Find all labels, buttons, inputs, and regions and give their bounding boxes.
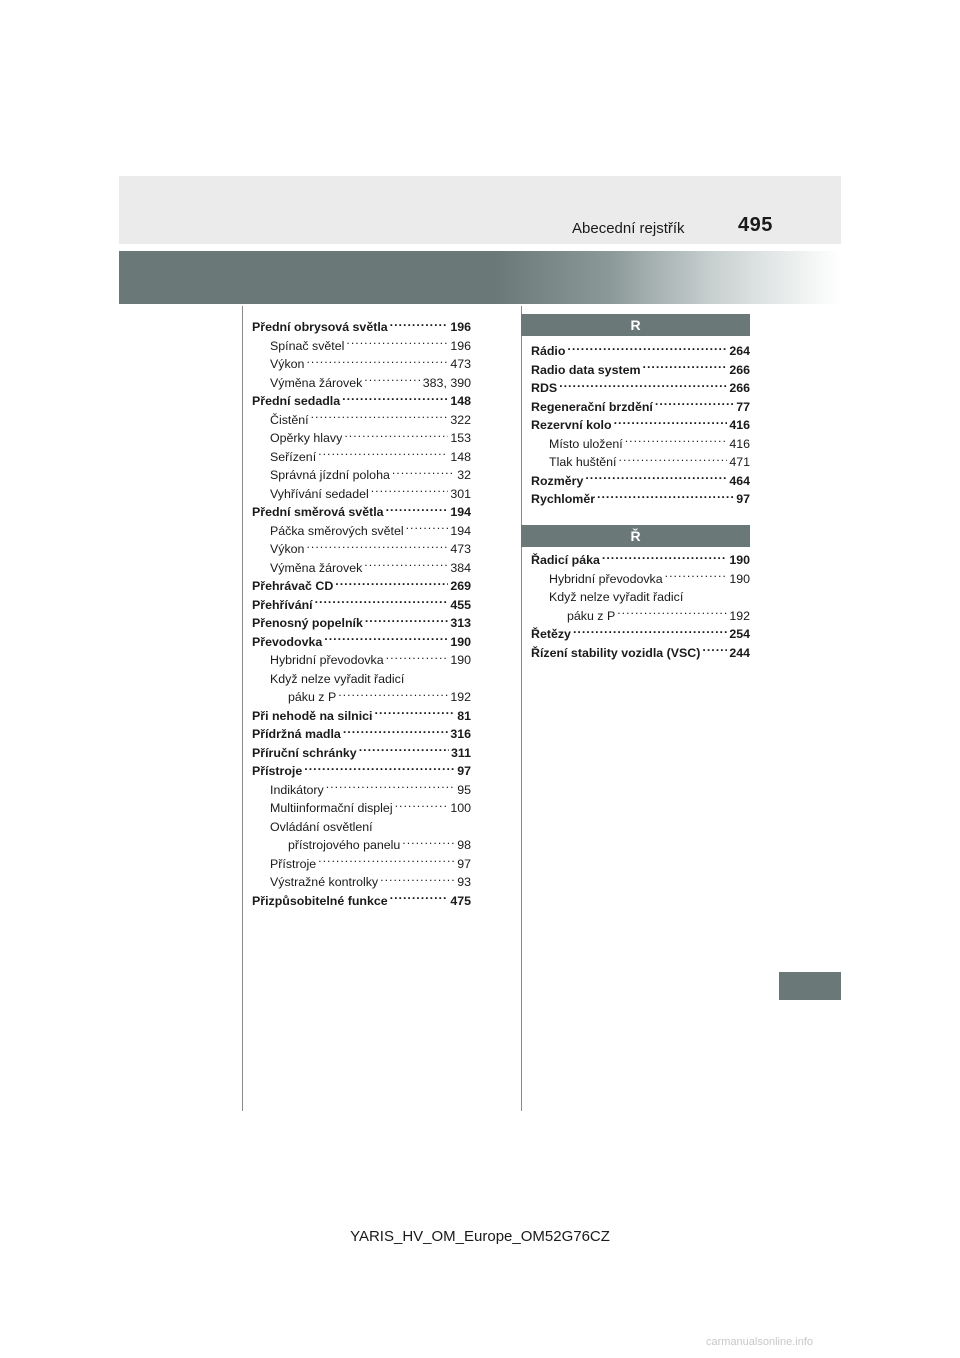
index-entry	[252, 429, 471, 448]
index-entry-term: Přední směrová světla	[252, 505, 384, 519]
index-entry-page: 194	[450, 523, 471, 538]
index-entry-page: 93	[457, 875, 471, 889]
index-entry-term: Přídržná madla	[252, 727, 341, 741]
index-entry-page: 100	[450, 801, 471, 815]
leader-dots	[392, 467, 455, 479]
leader-dots	[402, 837, 455, 849]
index-entry-term: Páčka směrových světel	[270, 523, 404, 538]
leader-dots	[359, 745, 449, 757]
leader-dots	[702, 645, 727, 657]
index-entry	[252, 355, 471, 374]
index-entry-page: 384	[450, 560, 471, 575]
index-entry-term: Přizpůsobitelné funkce	[252, 893, 388, 908]
leader-dots	[390, 893, 449, 905]
decorative-gradient-bar	[119, 251, 841, 304]
leader-dots	[619, 454, 728, 466]
index-entry	[531, 607, 750, 626]
index-entry-page: 190	[729, 571, 750, 586]
index-entry-term: Hybridní převodovka	[270, 653, 384, 667]
index-entry-term: Přehřívání	[252, 597, 313, 612]
index-entry	[252, 688, 471, 707]
index-entry-term: Regenerační brzdění	[531, 399, 653, 414]
index-entry	[252, 540, 471, 559]
index-entry	[252, 411, 471, 430]
section-letter-r-caron: Ř	[521, 525, 750, 547]
index-entry-page: 98	[457, 838, 471, 852]
index-entry-page: 475	[450, 893, 471, 908]
leader-dots	[614, 417, 728, 429]
leader-dots	[567, 343, 727, 355]
index-entry	[252, 855, 471, 874]
index-entry-term: Výkon	[270, 542, 305, 556]
index-entry	[531, 551, 750, 570]
index-entry-page: 153	[450, 431, 471, 445]
index-entry-page: 192	[729, 608, 750, 623]
index-entry-term: Přehrávač CD	[252, 579, 334, 593]
section-title: Abecední rejstřík	[572, 220, 685, 237]
index-entry-term: Při nehodě na silnici	[252, 708, 373, 723]
index-entry-page: 269	[450, 579, 471, 593]
index-entry	[252, 559, 471, 578]
index-entry-term: přístrojového panelu	[288, 838, 401, 852]
index-entry-page: 148	[450, 449, 471, 464]
section-letter-r: R	[521, 314, 750, 336]
index-entry-term: Řízení stability vozidla (VSC)	[531, 645, 701, 660]
index-entry	[531, 472, 750, 491]
index-entry-term: Rozměry	[531, 473, 584, 488]
index-entry	[252, 318, 471, 337]
leader-dots	[306, 541, 448, 553]
index-entry-term: Přední sedadla	[252, 394, 341, 408]
index-entry-page: 254	[729, 627, 750, 641]
index-entry-term: Opěrky hlavy	[270, 431, 343, 445]
index-entry	[252, 337, 471, 356]
index-entry-term: Multiinformační displej	[270, 801, 393, 815]
leader-dots	[344, 430, 448, 442]
index-entry-page: 464	[729, 473, 750, 488]
index-entry-page: 266	[729, 381, 750, 395]
leader-dots	[342, 393, 448, 405]
index-entry-page: 192	[450, 690, 471, 704]
leader-dots	[318, 856, 455, 868]
leader-dots	[324, 634, 448, 646]
index-entry	[252, 485, 471, 504]
leader-dots	[573, 626, 727, 638]
leader-dots	[386, 652, 449, 664]
index-entry	[531, 416, 750, 435]
index-entry-term: Výstražné kontrolky	[270, 875, 379, 889]
index-entry-term: RDS	[531, 381, 558, 395]
index-entry-page: 313	[450, 616, 471, 630]
index-entry	[252, 448, 471, 467]
index-entry	[531, 570, 750, 589]
index-entry-term: Příruční schránky	[252, 745, 357, 760]
index-entry-term: Řadicí páka	[531, 553, 600, 567]
index-entry-term: Spínač světel	[270, 338, 345, 353]
index-entry	[252, 707, 471, 726]
index-entry-term: Přenosný popelník	[252, 616, 363, 630]
index-entry: Když nelze vyřadit řadicí	[270, 671, 405, 686]
index-entry	[531, 435, 750, 454]
index-entry-page: 190	[729, 553, 750, 567]
index-entry	[252, 725, 471, 744]
index-entry-page: 194	[450, 505, 471, 519]
leader-dots	[343, 726, 448, 738]
leader-dots	[390, 319, 449, 331]
index-entry	[252, 892, 471, 911]
index-entry-term: Přístroje	[252, 764, 303, 778]
index-entry-term: Řetězy	[531, 627, 571, 641]
index-entry-term: Vyhřívání sedadel	[270, 486, 369, 501]
leader-dots	[395, 800, 449, 812]
index-entry-page: 383, 390	[422, 375, 471, 390]
index-entry-page: 322	[450, 412, 471, 427]
watermark: carmanualsonline.info	[706, 1336, 814, 1348]
index-entry	[252, 873, 471, 892]
index-entry-page: 416	[729, 436, 750, 451]
leader-dots	[559, 380, 727, 392]
index-entry-page: 473	[450, 542, 471, 556]
index-entry-page: 95	[457, 782, 471, 797]
index-entry	[252, 614, 471, 633]
index-entry-page: 77	[736, 399, 750, 414]
index-entry-term: Indikátory	[270, 782, 324, 797]
index-entry	[531, 453, 750, 472]
index-entry	[531, 644, 750, 663]
leader-dots	[371, 486, 449, 498]
header-band	[119, 176, 841, 244]
leader-dots	[665, 571, 728, 583]
leader-dots	[406, 523, 449, 535]
index-entry-page: 266	[729, 362, 750, 377]
index-entry	[252, 744, 471, 763]
index-entry-term: páku z P	[288, 690, 337, 704]
index-entry-term: páku z P	[567, 608, 616, 623]
leader-dots	[597, 491, 734, 503]
leader-dots	[365, 615, 448, 627]
index-entry-page: 196	[450, 320, 471, 334]
leader-dots	[326, 782, 455, 794]
index-entry	[252, 577, 471, 596]
leader-dots	[585, 473, 727, 485]
left-index-column	[252, 318, 471, 910]
leader-dots	[346, 338, 448, 350]
index-entry-page: 97	[457, 856, 471, 871]
index-entry-page: 97	[736, 492, 750, 506]
index-entry-page: 316	[450, 727, 471, 741]
leader-dots	[655, 399, 734, 411]
index-entry-term: Výměna žárovek	[270, 375, 363, 390]
index-entry-page: 455	[450, 597, 471, 612]
index-entry	[531, 398, 750, 417]
leader-dots	[338, 689, 448, 701]
leader-dots	[602, 552, 727, 564]
index-entry	[252, 466, 471, 485]
index-entry-term: Seřízení	[270, 449, 317, 464]
leader-dots	[625, 436, 728, 448]
index-entry-term: Převodovka	[252, 634, 323, 649]
index-entry-page: 311	[451, 745, 471, 760]
index-entry	[531, 342, 750, 361]
index-entry-page: 416	[729, 418, 750, 432]
index-entry: Když nelze vyřadit řadicí	[549, 590, 684, 604]
index-entry	[252, 799, 471, 818]
index-entry-term: Výměna žárovek	[270, 560, 363, 575]
index-entry	[252, 781, 471, 800]
leader-dots	[311, 412, 449, 424]
leader-dots	[335, 578, 448, 590]
leader-dots	[306, 356, 448, 368]
leader-dots	[364, 560, 448, 572]
index-entry	[531, 361, 750, 380]
index-entry-term: Výkon	[270, 357, 305, 371]
section-r-entries	[531, 342, 750, 509]
index-entry	[252, 651, 471, 670]
leader-dots	[617, 608, 727, 620]
document-code: YARIS_HV_OM_Europe_OM52G76CZ	[350, 1228, 610, 1245]
index-entry	[252, 392, 471, 411]
index-entry	[252, 762, 471, 781]
index-entry-page: 190	[450, 653, 471, 667]
index-entry-term: Rezervní kolo	[531, 418, 612, 432]
index-entry-term: Čistění	[270, 412, 309, 427]
leader-dots	[304, 763, 455, 775]
index-entry-page: 196	[450, 338, 471, 353]
index-entry	[252, 374, 471, 393]
page-number: 495	[738, 214, 773, 236]
index-entry-term: Přístroje	[270, 856, 317, 871]
index-entry-term: Hybridní převodovka	[549, 571, 663, 586]
index-entry-page: 244	[729, 645, 750, 660]
index-entry-page: 190	[450, 634, 471, 649]
index-entry-term: Rádio	[531, 344, 566, 358]
leader-dots	[315, 597, 449, 609]
index-entry-page: 471	[729, 455, 750, 469]
index-entry	[252, 596, 471, 615]
chapter-side-tab	[779, 972, 841, 1000]
index-entry-term: Přední obrysová světla	[252, 320, 388, 334]
index-entry-term: Místo uložení	[549, 436, 623, 451]
index-entry	[252, 633, 471, 652]
index-entry-term: Správná jízdní poloha	[270, 468, 390, 482]
middle-column-rule	[521, 306, 522, 1111]
index-entry-term: Tlak huštění	[549, 455, 617, 469]
index-entry-term: Rychloměr	[531, 492, 596, 506]
index-entry-page: 97	[457, 764, 471, 778]
leader-dots	[380, 874, 455, 886]
leader-dots	[386, 504, 449, 516]
index-entry-page: 148	[450, 394, 471, 408]
leader-dots	[364, 375, 420, 387]
index-entry-page: 264	[729, 344, 750, 358]
section-r-caron-entries	[531, 551, 750, 662]
index-entry	[252, 522, 471, 541]
left-column-rule	[242, 306, 243, 1111]
index-entry	[252, 503, 471, 522]
index-entry-page: 32	[457, 468, 471, 482]
index-entry-term: Radio data system	[531, 362, 641, 377]
index-entry	[531, 379, 750, 398]
index-entry-page: 81	[457, 708, 471, 723]
index-entry-page: 301	[450, 486, 471, 501]
leader-dots	[375, 708, 456, 720]
leader-dots	[643, 362, 728, 374]
index-entry	[531, 625, 750, 644]
index-entry-page: 473	[450, 357, 471, 371]
index-entry: Ovládání osvětlení	[270, 819, 373, 834]
index-entry	[252, 836, 471, 855]
leader-dots	[318, 449, 448, 461]
index-entry	[531, 490, 750, 509]
